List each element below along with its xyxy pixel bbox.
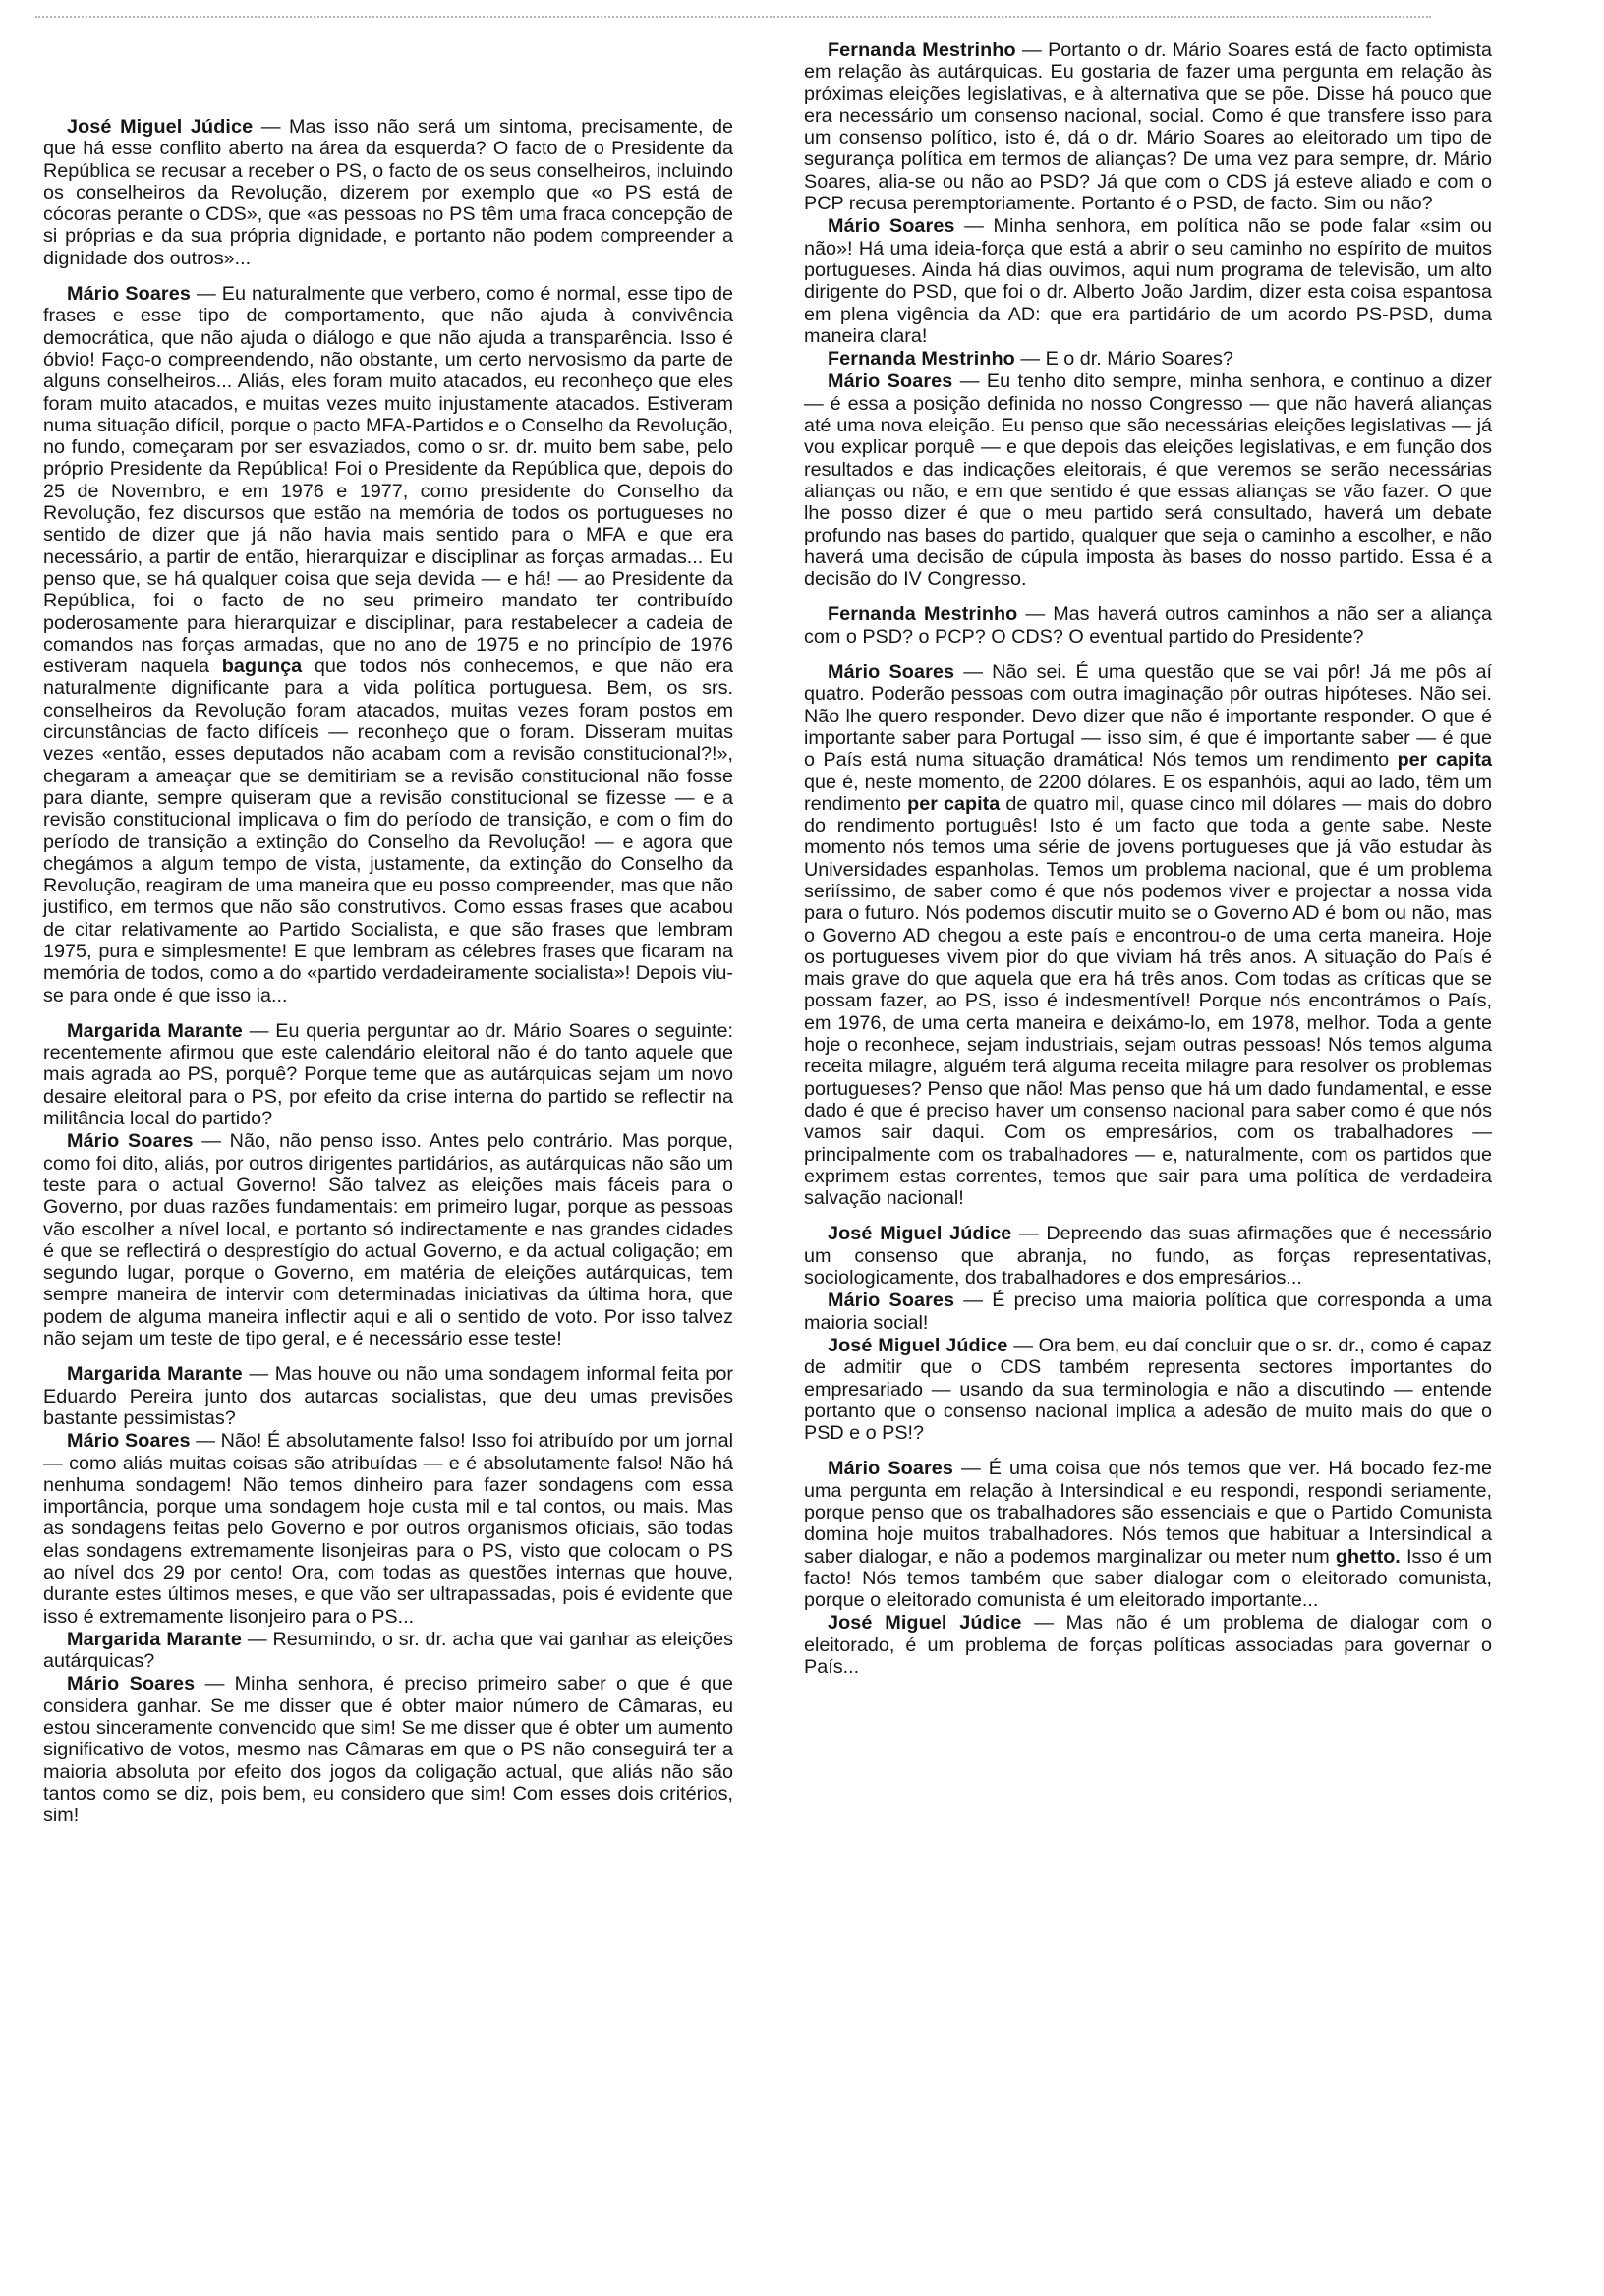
speaker-name: Margarida Marante [67,1363,243,1386]
paragraph-text: — Não sei. É uma questão que se vai pôr! Já me pôs aí quatro. Poderão pessoas com outra imaginação pôr outras hipóteses. Não sei. Não lhe quero responder. Devo dizer que não é importante responder. O que é importante saber para Portugal — isso sim, é que é importante saber — é que o País está numa situação dramática! Nós temos um rendimento [804,661,1492,772]
paragraph-text: — Eu naturalmente que verbero, como é normal, esse tipo de frases e esse tipo de comportamento, que não ajuda à convivência democrática, que não ajuda o diálogo e que não ajuda a transparência. Isso é óbvio! Faço-o compreendendo, não obstante, um certo nervosismo da parte de alguns conselheiros... Aliás, eles foram muito atacados, eu reconheço que eles foram muito atacados, e muitas vezes muito injustamente atacados. Estiveram numa situação difícil, porque o pacto MFA-Partidos e o Conselho da Revolução, no fundo, começaram por ser esvaziados, como o sr. dr. muito bem sabe, pelo próprio Presidente da República! Foi o Presidente da República que, depois do 25 de Novembro, e em 1976 e 1977, como presidente do Conselho da Revolução, fez discursos que estão na memória de todos os portugueses no sentido de dizer que já não havia mais sentido para o MFA e que era necessário, a partir de então, hierarquizar e disciplinar as forças armadas... Eu penso que, se há qualquer coisa que seja devida — e há! — ao Presidente da República, foi o facto de no seu primeiro mandato ter contribuído poderosamente para hierarquizar e disciplinar, para restabelecer a cadeia de comandos nas forças armadas, que no ano de 1975 e no princípio de 1976 estiveram naquela [43,283,734,678]
paragraph [804,1612,1492,1678]
paragraph-text: — Não, não penso isso. Antes pelo contrário. Mas porque, como foi dito, aliás, por outros dirigentes partidários, as autárquicas não são um teste para o actual Governo! São talvez as eleições mais fáceis para o Governo, por duas razões fundamentais: em primeiro lugar, porque as pessoas vão escolher a nível local, e portanto só indirectamente e nas grandes cidades é que se reflectirá o desprestígio do actual Governo, e da actual coligação; em segundo lugar, porque o Governo, em matéria de eleições autárquicas, tem sempre maneira de intervir com determinadas iniciativas da última hora, que podem de alguma maneira inflectir aqui e ali o sentido de voto. Por isso talvez não sejam um teste de tipo geral, e é necessário esse teste! [43,1130,734,1350]
emphasis-text: per capita [907,792,1001,815]
paragraph [804,603,1492,648]
speaker-name: Mário Soares [828,1290,955,1312]
speaker-name: Mário Soares [67,1130,194,1153]
paragraph-text: — Depreendo das suas afirmações que é necessário um consenso que abranja, no fundo, as forças representativas, sociologicamente, dos trabalhadores e dos empresários... [804,1223,1492,1290]
speaker-name: Margarida Marante [67,1019,243,1042]
paragraph-text: — Mas houve ou não uma sondagem informal feita por Eduardo Pereira junto dos autarcas socialistas, que deu umas previsões bastante pessimistas? [43,1363,733,1429]
emphasis-text: per capita [1397,749,1493,772]
paragraph-text: de quatro mil, quase cinco mil dólares — mais do dobro do rendimento português! Isto é um facto que toda a gente sabe. Neste momento nós temos uma série de jovens portugueses que já vão estudar às Universidades espanholas. Temos um problema nacional, que é um problema seriíssimo, de saber como é que nós podemos viver e projectar a nossa vida para o futuro. Nós podemos discutir muito se o Governo AD é bom ou não, mas o Governo AD chegou a este país e encontrou-o de uma certa maneira. Hoje os portugueses vivem pior do que viviam há três anos. A situação do País é mais grave do que aquela que era há três anos. Com todas as críticas que se possam fazer, ao PS, isso é indesmentível! Porque nós encontrámos o País, em 1976, de uma certa maneira e deixámo-lo, em 1978, melhor. Toda a gente hoje o reconhece, sejam industriais, sejam outras pessoas! Nós temos alguma receita milagre, alguém terá alguma receita milagre para resolver os problemas portugueses? Penso que não! Mas penso que há um dado fundamental, e esse dado é que é preciso haver um consenso nacional para saber como é que nós vamos sair daqui. Com os empresários, com os trabalhadores — principalmente com os trabalhadores — e, naturalmente, com os partidos que exprimem estas correntes, temos que sair para uma política de verdadeira salvação nacional! [804,792,1493,1210]
paragraph-text: — Mas não é um problema de dialogar com o eleitorado, é um problema de forças políticas associadas para governar o País... [804,1612,1492,1679]
speaker-name: Fernanda Mestrinho [828,603,1018,626]
paragraph [43,1020,733,1129]
paragraph [804,348,1492,370]
paragraph [43,116,733,269]
right-column [804,0,1492,1679]
paragraph-text: — Portanto o dr. Mário Soares está de facto optimista em relação às autárquicas. Eu gostaria de fazer uma pergunta em relação às próximas eleições legislativas, e à alternativa que se põe. Disse há pouco que era necessário um consenso nacional, social. Como é que transfere isso para um consenso político, isto é, dá o dr. Mário Soares ao eleitorado um tipo de segurança política em termos de alianças? De uma vez para sempre, dr. Mário Soares, alia-se ou não ao PSD? Já que com o CDS já esteve aliado e com o PCP recusa peremptoriamente. Portanto é o PSD, de facto. Sim ou não? [804,39,1493,215]
paragraph [804,371,1492,590]
paragraph [804,661,1492,1209]
paragraph-text: — É uma coisa que nós temos que ver. Há bocado fez-me uma pergunta em relação à Intersindical e eu respondi, respondi seriamente, porque penso que os trabalhadores são essenciais e que o Partido Comunista domina hoje muitos trabalhadores. Nós temos que habituar a Intersindical a saber dialogar, e não a podemos marginalizar ou meter num [804,1458,1492,1568]
paragraph-text: — Minha senhora, é preciso primeiro saber o que é que considera ganhar. Se me disser que é obter maior número de Câmaras, eu estou sinceramente convencido que sim! Se me disser que é obter um aumento significativo de votos, mesmo nas Câmaras em que o PS não conseguirá ter a maioria absoluta por efeito dos jogos da coligação actual, que aliás não são tantos como se diz, pois bem, eu considero que sim! Com esses dois critérios, sim! [43,1673,733,1827]
paragraph-text: — Minha senhora, em política não se pode falar «sim ou não»! Há uma ideia-força que está a abrir o seu caminho no espírito de muitos portugueses. Ainda há dias ouvimos, aqui num programa de televisão, um alto dirigente do PSD, que foi o dr. Alberto João Jardim, dizer esta coisa espantosa em plena vigência da AD: que era partidário de um acordo PS-PSD, duma maneira clara! [804,215,1492,347]
paragraph-text: que todos nós conhecemos, e que não era naturalmente dignificante para a vida política portuguesa. Bem, os srs. conselheiros da Revolução foram atacados, muitas vezes foram postos em circunstâncias de facto difíceis — reconheço que o foram. Disseram muitas vezes «então, esses deputados não acabam com a revisão constitucional?!», chegaram a ameaçar que se demitiriam se a revisão constitucional não fosse para diante, sempre quiseram que a revisão constitucional se fizesse — e a revisão constitucional implicava o fim do período de transição, e com o fim do período de transição a extinção do Conselho da Revolução! — e agora que chegámos a algum tempo de vista, justamente, da extinção do Conselho da Revolução, reagiram de uma maneira que eu posso compreender, mas que não justifico, em termos que não são construtivos. Como essas frases que acabou de citar relativamente ao Partido Socialista, e que são frases que lembram 1975, pura e simplesmente! E que lembram as célebres frases que ficaram na memória de todos, como a do «partido verdadeiramente socialista»! Depois viu-se para onde é que isso ia... [43,656,734,1006]
speaker-name: Mário Soares [67,1673,196,1695]
speaker-name: José Miguel Júdice [67,116,254,138]
emphasis-text: ghetto. [1335,1545,1401,1568]
speaker-name: Mário Soares [828,371,953,393]
speaker-name: José Miguel Júdice [828,1223,1012,1245]
paragraph-text: — Não! É absolutamente falso! Isso foi atribuído por um jornal — como aliás muitas coisas são atribuídas — e é absolutamente falso! Não há nenhuma sondagem! Não temos dinheiro para fazer sondagens com essa importância, porque uma sondagem hoje custa mil e tal contos, ou mais. Mas as sondagens feitas pelo Governo e por outros organismos oficiais, são todas elas sondagens extremamente lisonjeiras para o PS, visto que colocam o PS ao nível dos 29 por cento! Ora, com todas as questões internas que houve, durante estes últimos meses, e que vão ser ultrapassadas, pois é evidente que isso é extremamente lisonjeiro para o PS... [43,1430,733,1628]
paragraph [43,283,733,1006]
left-column [43,0,733,1828]
paragraph [804,1458,1492,1611]
paragraph [43,1629,733,1673]
paragraph-text: — É preciso uma maioria política que corresponda a uma maioria social! [804,1290,1492,1334]
speaker-name: José Miguel Júdice [828,1612,1022,1635]
paragraph-text: Isso é um facto! Nós temos também que saber dialogar com o eleitorado comunista, porque o eleitorado comunista é um eleitorado importante... [804,1545,1492,1612]
emphasis-text: bagunça [221,656,303,678]
paragraph-text: — Eu tenho dito sempre, minha senhora, e continuo a dizer — é essa a posição definida no nosso Congresso — que não haverá alianças até uma nova eleição. Eu penso que são necessárias eleições legislativas — já vou explicar porquê — e que depois das eleições legislativas, e em função dos resultados e das indicações eleitorais, é que veremos se serão necessárias alianças ou não, e em que sentido é que essas alianças se vão fazer. O que lhe posso dizer é que o meu partido será consultado, haverá um debate profundo nas bases do partido, qualquer que seja o caminho a escolher, e não haverá uma decisão de cúpula imposta às bases do nosso partido. Essa é a decisão do IV Congresso. [804,371,1493,591]
speaker-name: Fernanda Mestrinho [828,348,1015,371]
paragraph-text: que é, neste momento, de 2200 dólares. E os espanhóis, aqui ao lado, têm um rendimento [804,771,1492,815]
paragraph-text: — E o dr. Mário Soares? [1020,348,1233,371]
paragraph-text: — Mas haverá outros caminhos a não ser a aliança com o PSD? o PCP? O CDS? O eventual partido do Presidente? [804,603,1493,648]
speaker-name: Margarida Marante [67,1628,242,1650]
speaker-name: Mário Soares [828,215,955,238]
paragraph [804,39,1492,214]
paragraph [804,1290,1492,1334]
paragraph-text: — Mas isso não será um sintoma, precisamente, de que há esse conflito aberto na área da esquerda? O facto de o Presidente da República se recusar a receber o PS, o facto de os seus conselheiros, incluindo os conselheiros da Revolução, dizerem por exemplo que «o PS está de cócoras perante o CDS», que «as pessoas no PS têm uma fraca concepção de si próprias e da sua própria dignidade, e portanto não podem compreender a dignidade dos outros»... [43,116,734,269]
paragraph [804,215,1492,347]
paragraph-text: — Resumindo, o sr. dr. acha que vai ganhar as eleições autárquicas? [43,1628,733,1673]
paragraph [804,1335,1492,1444]
paragraph [43,1673,733,1826]
speaker-name: Fernanda Mestrinho [828,39,1016,61]
paragraph [43,1130,733,1349]
paragraph-text: — Eu queria perguntar ao dr. Mário Soares o seguinte: recentemente afirmou que este calendário eleitoral não é do tanto aquele que mais agrada ao PS, porquê? Porque teme que as autárquicas sejam um novo desaire eleitoral para o PS, por efeito da crise interna do partido se reflectir na militância local do partido? [43,1019,734,1130]
speaker-name: Mário Soares [828,661,955,684]
speaker-name: José Miguel Júdice [828,1334,1008,1356]
paragraph-text: — Ora bem, eu daí concluir que o sr. dr., como é capaz de admitir que o CDS também representa sectores importantes do empresariado — usando da sua terminologia e não a discutindo — entende portanto que o consenso nacional implica a adesão de muito mais do que o PSD e o PS!? [804,1334,1493,1445]
speaker-name: Mário Soares [67,1430,191,1453]
speaker-name: Mário Soares [828,1458,953,1480]
speaker-name: Mário Soares [67,283,191,306]
paragraph [804,1223,1492,1289]
paragraph [43,1430,733,1628]
paragraph [43,1363,733,1429]
